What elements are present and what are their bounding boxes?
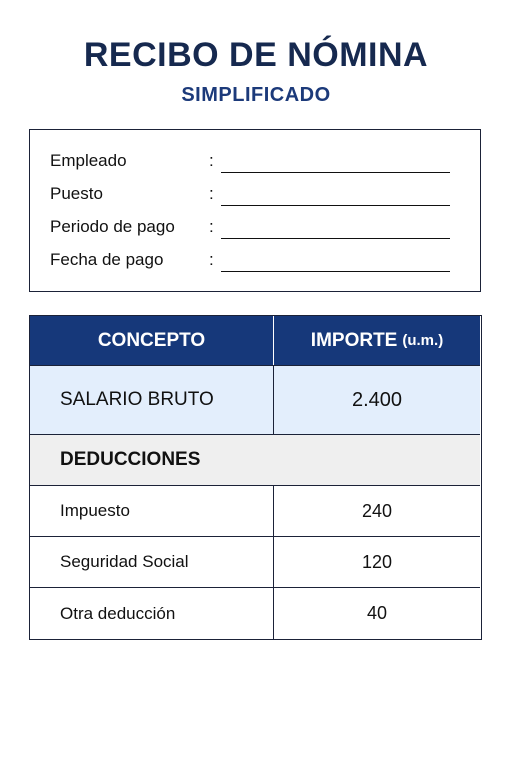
amount-unit-label: (u.m.) [402,332,444,349]
deduction-amount-cell [274,537,480,587]
document-subtitle: SIMPLIFICADO [181,84,331,106]
field-colon: : [209,217,214,236]
deduction-amount: 240 [361,500,393,521]
table-header-row [30,316,480,366]
pay-period-label: Periodo de pago [50,217,175,236]
deduction-label-cell [30,588,274,639]
deduction-label-cell [30,537,274,587]
gross-salary-label: SALARIO BRUTO [60,389,214,410]
concept-column-header [30,316,274,365]
deduction-label: Seguridad Social [60,552,189,571]
pay-period-field [50,217,460,241]
gross-salary-label-cell [30,366,274,434]
gross-salary-amount: 2.400 [351,388,403,411]
employee-field [50,151,460,175]
deduction-label: Impuesto [60,501,130,520]
document-title: RECIBO DE NÓMINA [83,36,429,74]
amount-header-label: IMPORTE [310,329,398,351]
deduction-row [30,537,480,588]
deductions-header-label: DEDUCCIONES [60,449,201,470]
concept-header-label: CONCEPTO [97,329,206,351]
position-field [50,184,460,208]
deduction-row [30,486,480,537]
position-label: Puesto [50,184,103,203]
amount-column-header [274,316,480,365]
deductions-header-cell [30,435,480,485]
deduction-amount: 40 [366,603,388,623]
pay-date-label: Fecha de pago [50,250,164,269]
field-colon: : [209,184,214,203]
position-blank-line [221,205,450,206]
deduction-row [30,588,480,639]
deductions-header-row [30,435,480,486]
deduction-label: Otra deducción [60,603,176,623]
employee-label: Empleado [50,151,127,170]
employee-info-box [29,129,481,292]
gross-salary-row [30,366,480,435]
pay-date-field [50,250,460,274]
deduction-amount-cell [274,486,480,536]
deduction-amount: 120 [361,551,393,572]
gross-salary-amount-cell [274,366,480,434]
pay-period-blank-line [221,238,450,239]
employee-blank-line [221,172,450,173]
deduction-label-cell [30,486,274,536]
field-colon: : [209,151,214,170]
deduction-amount-cell [274,588,480,639]
payroll-table [29,315,482,640]
field-colon: : [209,250,214,269]
pay-date-blank-line [221,271,450,272]
